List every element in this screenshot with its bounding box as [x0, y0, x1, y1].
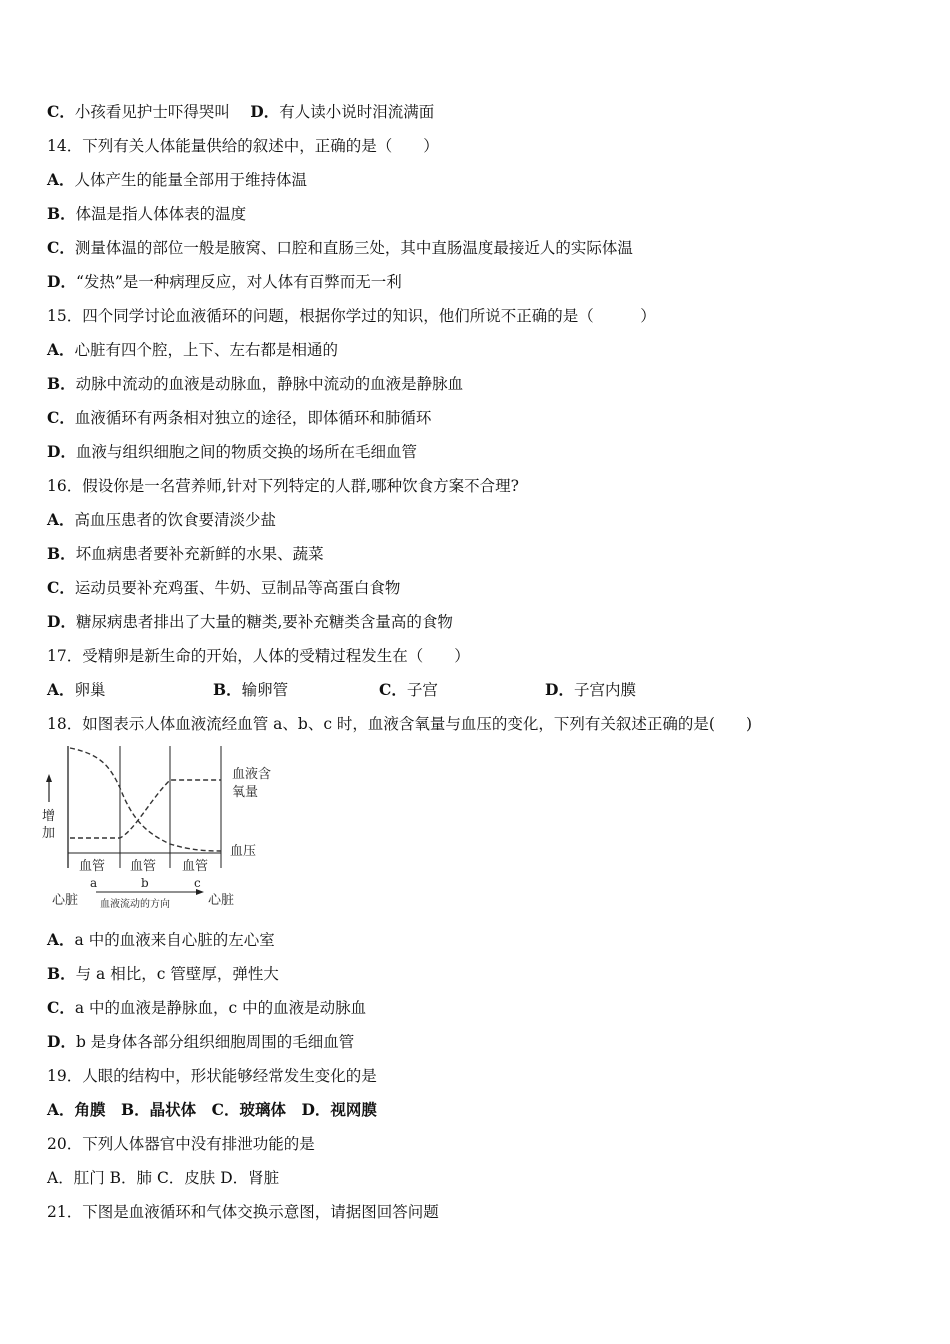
vessel-c-label: 血管 — [182, 859, 209, 874]
option-text: 动脉中流动的血液是动脉血，静脉中流动的血液是静脉血 — [75, 375, 464, 393]
option-label: A． — [47, 930, 75, 949]
option-label: D． — [47, 612, 76, 631]
option-label: A． — [47, 170, 75, 189]
option-text: 糖尿病患者排出了大量的糖类,要补充糖类含量高的食物 — [75, 613, 453, 631]
q14-option-c — [47, 238, 633, 258]
option-text: “发热”是一种病理反应，对人体有百弊而无一利 — [75, 273, 402, 291]
question-15: 15．四个同学讨论血液循环的问题，根据你学过的知识，他们所说不正确的是（ ） — [47, 307, 656, 325]
q17-options — [47, 680, 711, 700]
option-label: D． — [250, 102, 280, 121]
question-17: 17．受精卵是新生命的开始，人体的受精过程发生在（ ） — [47, 647, 470, 665]
option-text: b 是身体各部分组织细胞周围的毛细血管 — [75, 1033, 355, 1051]
vessel-a-letter: a — [90, 876, 98, 890]
q20-options: A．肛门 B．肺 C．皮肤 D．肾脏 — [47, 1169, 280, 1187]
vessel-a-label: 血管 — [79, 859, 106, 874]
y-axis-label-1: 增 — [42, 809, 56, 824]
q17-option-c — [379, 680, 545, 700]
q18-option-b — [47, 964, 279, 984]
option-text: 高血压患者的饮食要清淡少盐 — [74, 511, 277, 529]
option-text: 血液循环有两条相对独立的途径，即体循环和肺循环 — [74, 409, 432, 427]
option-label: C． — [47, 998, 75, 1017]
q15-option-d — [47, 442, 417, 462]
y-axis-label-2: 加 — [42, 826, 56, 841]
option-text: 心脏有四个腔，上下、左右都是相通的 — [74, 341, 339, 359]
heart-left-label: 心脏 — [52, 893, 79, 908]
heart-right-label: 心脏 — [208, 893, 235, 908]
option-label: B． — [47, 964, 76, 983]
option-label: B． — [47, 374, 76, 393]
option-text: 子宫内膜 — [573, 681, 636, 699]
oxygen-label-2: 氧量 — [232, 785, 259, 800]
question-19: 19．人眼的结构中，形状能够经常发生变化的是 — [47, 1067, 377, 1085]
blood-vessel-figure — [40, 740, 280, 912]
option-text: 运动员要补充鸡蛋、牛奶、豆制品等高蛋白食物 — [74, 579, 401, 597]
option-text: a 中的血液是静脉血，c 中的血液是动脉血 — [74, 999, 367, 1017]
option-text: 输卵管 — [241, 681, 289, 699]
option-label: D． — [545, 680, 574, 699]
option-label: B． — [213, 680, 242, 699]
option-label: A． — [47, 510, 75, 529]
option-text: 卵巢 — [74, 681, 106, 699]
question-20: 20．下列人体器官中没有排泄功能的是 — [47, 1135, 315, 1153]
vessel-b-letter: b — [141, 876, 149, 890]
q18-option-a — [47, 930, 275, 950]
blood-pressure-curve — [70, 748, 221, 851]
q15-option-b — [47, 374, 463, 394]
q18-option-d — [47, 1032, 354, 1052]
option-text: a 中的血液来自心脏的左心室 — [74, 931, 275, 949]
option-text: 有人读小说时泪流满面 — [279, 103, 435, 121]
option-label: D． — [47, 442, 76, 461]
option-label: C． — [47, 408, 75, 427]
option-label: C． — [47, 102, 75, 121]
q14-option-d — [47, 272, 402, 292]
q15-option-c — [47, 408, 431, 428]
option-label: B． — [47, 204, 76, 223]
option-label: A． — [47, 340, 75, 359]
option-text: 小孩看见护士吓得哭叫 — [74, 103, 230, 121]
option-label: C． — [47, 578, 75, 597]
option-label: C． — [379, 680, 407, 699]
q17-option-d — [545, 680, 711, 700]
q16-option-a — [47, 510, 276, 530]
q17-option-a — [47, 680, 213, 700]
q16-option-b — [47, 544, 324, 564]
q15-option-a — [47, 340, 338, 360]
option-label: B． — [47, 544, 76, 563]
option-text: 与 a 相比，c 管壁厚，弹性大 — [75, 965, 279, 983]
option-label: D． — [47, 1032, 76, 1051]
vessel-c-letter: c — [194, 876, 201, 890]
q14-option-a — [47, 170, 307, 190]
q18-option-c — [47, 998, 366, 1018]
q17-option-b — [213, 680, 379, 700]
option-label: D． — [47, 272, 76, 291]
pressure-label: 血压 — [230, 844, 257, 859]
question-18: 18．如图表示人体血液流经血管 a、b、c 时，血液含氧量与血压的变化，下列有关叙述正确的是( ) — [47, 715, 753, 733]
option-label: A． — [47, 680, 75, 699]
option-label: C． — [47, 238, 75, 257]
blood-vessel-diagram — [40, 740, 280, 912]
q13-options-cd — [47, 102, 434, 122]
question-16: 16．假设你是一名营养师,针对下列特定的人群,哪种饮食方案不合理? — [47, 477, 519, 495]
q14-option-b — [47, 204, 246, 224]
option-text: 测量体温的部位一般是腋窝、口腔和直肠三处，其中直肠温度最接近人的实际体温 — [74, 239, 633, 257]
option-text: 坏血病患者要补充新鲜的水果、蔬菜 — [75, 545, 324, 563]
question-14: 14．下列有关人体能量供给的叙述中，正确的是（ ） — [47, 137, 439, 155]
flow-direction-label: 血液流动的方向 — [100, 899, 170, 910]
option-text: 人体产生的能量全部用于维持体温 — [74, 171, 308, 189]
question-21: 21．下图是血液循环和气体交换示意图，请据图回答问题 — [47, 1203, 439, 1221]
option-text: 子宫 — [406, 681, 438, 699]
option-text: 体温是指人体体表的温度 — [75, 205, 247, 223]
y-axis-arrow-head — [46, 774, 52, 782]
oxygen-label-1: 血液含 — [232, 767, 272, 782]
q19-options: A．角膜 B．晶状体 C．玻璃体 D．视网膜 — [47, 1100, 377, 1119]
option-text: 血液与组织细胞之间的物质交换的场所在毛细血管 — [75, 443, 417, 461]
vessel-b-label: 血管 — [130, 859, 157, 874]
q16-option-d — [47, 612, 453, 632]
q16-option-c — [47, 578, 400, 598]
